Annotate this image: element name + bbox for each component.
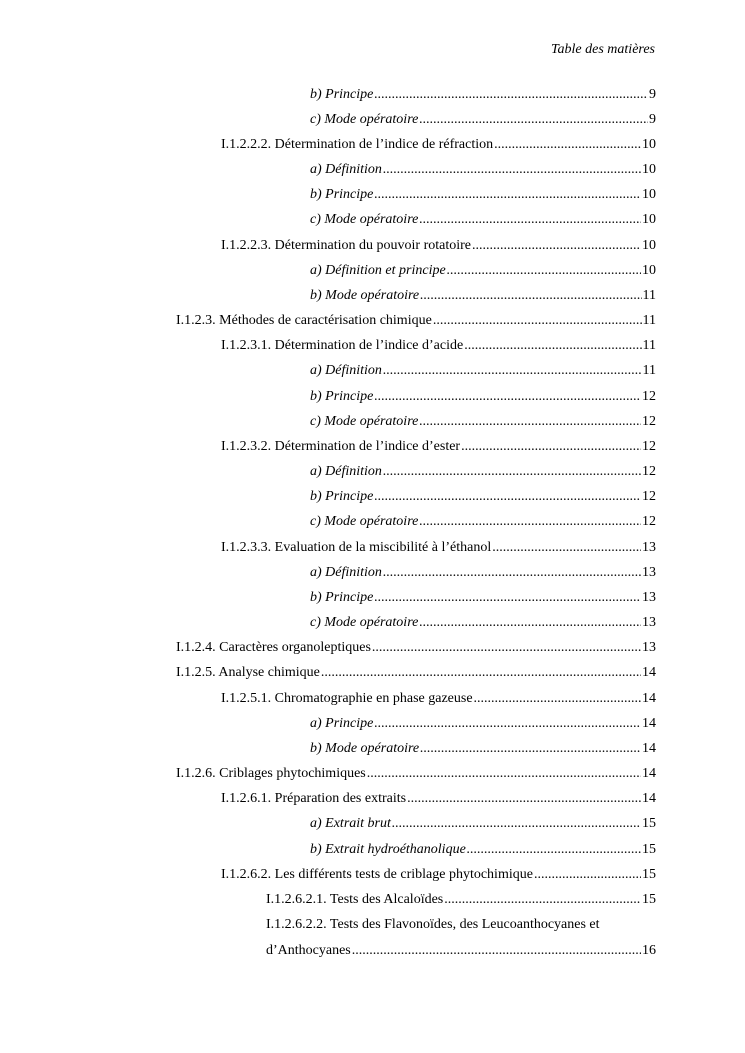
dot-leader — [374, 387, 641, 407]
toc-entry-page: 11 — [642, 363, 656, 378]
toc-entry[interactable] — [221, 865, 656, 885]
dot-leader — [419, 110, 648, 130]
toc-entry[interactable] — [176, 764, 656, 784]
toc-entry-page: 13 — [642, 640, 656, 655]
toc-entry[interactable] — [310, 714, 656, 734]
toc-entry-label: a) Définition — [310, 464, 382, 479]
toc-entry-page: 10 — [642, 263, 656, 278]
toc-entry-label: b) Principe — [310, 590, 374, 605]
running-header: Table des matières — [551, 42, 655, 57]
toc-entry[interactable] — [310, 512, 656, 532]
toc-entry-label[interactable]: I.1.2.6.2.2. Tests des Flavonoïdes, des Leucoanthocyanes et — [266, 917, 600, 932]
toc-entry-page: 11 — [642, 313, 656, 328]
toc-entry-label: a) Définition — [310, 565, 382, 580]
toc-entry[interactable] — [221, 135, 656, 155]
dot-leader — [433, 311, 642, 331]
toc-entry[interactable] — [266, 890, 656, 910]
toc-entry-label: c) Mode opératoire — [310, 615, 419, 630]
toc-entry[interactable] — [310, 613, 656, 633]
toc-entry[interactable] — [310, 210, 656, 230]
toc-entry-label: I.1.2.2.3. Détermination du pouvoir rotatoire — [221, 238, 471, 253]
toc-entry[interactable] — [176, 638, 656, 658]
dot-leader — [494, 135, 641, 155]
toc-entry[interactable] — [310, 739, 656, 759]
toc-entry-page: 12 — [642, 464, 656, 479]
dot-leader — [383, 361, 642, 381]
toc-entry-page: 13 — [642, 590, 656, 605]
dot-leader — [374, 85, 648, 105]
toc-entry-page: 10 — [642, 162, 656, 177]
toc-entry-page: 12 — [642, 489, 656, 504]
toc-entry-page: 14 — [642, 716, 656, 731]
toc-entry-label: I.1.2.6.2.1. Tests des Alcaloïdes — [266, 892, 444, 907]
toc-entry-label: I.1.2.2.2. Détermination de l’indice de réfraction — [221, 137, 494, 152]
toc-entry-page: 15 — [642, 842, 656, 857]
toc-entry[interactable] — [310, 286, 656, 306]
dot-leader — [374, 714, 641, 734]
dot-leader — [383, 160, 641, 180]
toc-entry-page: 16 — [642, 943, 656, 958]
toc-entry-page: 14 — [642, 665, 656, 680]
toc-entry-page: 10 — [642, 187, 656, 202]
toc-entry-label: c) Mode opératoire — [310, 414, 419, 429]
dot-leader — [374, 487, 641, 507]
toc-entry-label: c) Mode opératoire — [310, 112, 419, 127]
toc-entry-page: 10 — [642, 212, 656, 227]
toc-entry-label: I.1.2.6.2. Les différents tests de criblage phytochimique — [221, 867, 533, 882]
toc-entry-label: b) Principe — [310, 87, 374, 102]
toc-entry-page: 10 — [642, 238, 656, 253]
dot-leader — [534, 865, 641, 885]
toc-entry-label: I.1.2.5. Analyse chimique — [176, 665, 320, 680]
toc-entry[interactable] — [310, 840, 656, 860]
toc-entry-page: 12 — [642, 414, 656, 429]
toc-entry[interactable] — [221, 538, 656, 558]
toc-entry-page: 15 — [642, 816, 656, 831]
dot-leader — [464, 336, 641, 356]
toc-entry-label: I.1.2.4. Caractères organoleptiques — [176, 640, 371, 655]
toc-entry-label: I.1.2.3.3. Evaluation de la miscibilité à l’éthanol — [221, 540, 492, 555]
toc-entry[interactable] — [221, 689, 656, 709]
dot-leader — [367, 764, 641, 784]
toc-entry-label: a) Principe — [310, 716, 374, 731]
dot-leader — [420, 286, 641, 306]
dot-leader — [372, 638, 641, 658]
toc-entry-page: 9 — [649, 87, 656, 102]
dot-leader — [444, 890, 641, 910]
toc-entry[interactable] — [221, 789, 656, 809]
toc-entry-label: b) Principe — [310, 489, 374, 504]
dot-leader — [492, 538, 641, 558]
toc-entry-page: 13 — [642, 615, 656, 630]
toc-entry-label: I.1.2.6.1. Préparation des extraits — [221, 791, 407, 806]
dot-leader — [352, 941, 641, 961]
toc-entry-page: 11 — [642, 288, 656, 303]
toc-entry-label: d’Anthocyanes — [266, 943, 351, 958]
toc-entry[interactable] — [310, 412, 656, 432]
dot-leader — [419, 412, 641, 432]
dot-leader — [420, 739, 641, 759]
toc-entry[interactable] — [266, 941, 656, 961]
toc-entry[interactable] — [176, 311, 656, 331]
dot-leader — [467, 840, 641, 860]
toc-entry-label: I.1.2.3.2. Détermination de l’indice d’ester — [221, 439, 461, 454]
toc-entry-page: 13 — [642, 540, 656, 555]
toc-entry[interactable] — [310, 185, 656, 205]
toc-entry-page: 14 — [642, 791, 656, 806]
toc-entry-page: 12 — [642, 439, 656, 454]
toc-entry-label: I.1.2.6. Criblages phytochimiques — [176, 766, 366, 781]
dot-leader — [419, 613, 641, 633]
toc-entry-page: 15 — [642, 867, 656, 882]
toc-entry[interactable] — [310, 110, 656, 130]
toc-entry-page: 10 — [642, 137, 656, 152]
toc-entry[interactable] — [310, 462, 656, 482]
toc-entry-label: a) Définition — [310, 162, 382, 177]
toc-entry[interactable] — [310, 85, 656, 105]
toc-entry[interactable] — [310, 588, 656, 608]
toc-entry-page: 15 — [642, 892, 656, 907]
toc-entry-label: b) Mode opératoire — [310, 288, 420, 303]
dot-leader — [447, 261, 641, 281]
toc-entry[interactable] — [310, 160, 656, 180]
toc-entry-page: 14 — [642, 741, 656, 756]
toc-entry-label: I.1.2.3. Méthodes de caractérisation chimique — [176, 313, 432, 328]
toc-entry-label: a) Définition et principe — [310, 263, 446, 278]
toc-entry[interactable] — [310, 814, 656, 834]
dot-leader — [472, 236, 641, 256]
toc-entry-page: 14 — [642, 691, 656, 706]
toc-entry[interactable] — [221, 236, 656, 256]
toc-entry[interactable] — [310, 261, 656, 281]
dot-leader — [383, 462, 641, 482]
dot-leader — [407, 789, 641, 809]
toc-entry-label: a) Extrait brut — [310, 816, 391, 831]
dot-leader — [474, 689, 641, 709]
toc-entry-page: 12 — [642, 514, 656, 529]
toc-entry[interactable] — [310, 361, 656, 381]
toc-entry-label: b) Principe — [310, 187, 374, 202]
toc-entry-label: b) Principe — [310, 389, 374, 404]
toc-entry[interactable] — [221, 336, 656, 356]
toc-entry-label: a) Définition — [310, 363, 382, 378]
toc-entry-page: 12 — [642, 389, 656, 404]
toc-entry[interactable] — [310, 387, 656, 407]
toc-entry-label: b) Mode opératoire — [310, 741, 420, 756]
dot-leader — [321, 663, 641, 683]
toc-entry[interactable] — [310, 487, 656, 507]
toc-entry-page: 13 — [642, 565, 656, 580]
toc-entry[interactable] — [176, 663, 656, 683]
toc-entry-label: c) Mode opératoire — [310, 514, 419, 529]
toc-entry-label: I.1.2.5.1. Chromatographie en phase gazeuse — [221, 691, 473, 706]
dot-leader — [419, 210, 641, 230]
toc-entry-page: 11 — [642, 338, 656, 353]
toc-entry[interactable] — [221, 437, 656, 457]
toc-entry-label: I.1.2.3.1. Détermination de l’indice d’acide — [221, 338, 464, 353]
toc-entry-label: b) Extrait hydroéthanolique — [310, 842, 466, 857]
dot-leader — [461, 437, 641, 457]
dot-leader — [374, 185, 641, 205]
toc-entry-label: c) Mode opératoire — [310, 212, 419, 227]
dot-leader — [374, 588, 641, 608]
toc-entry-page: 14 — [642, 766, 656, 781]
dot-leader — [392, 814, 641, 834]
toc-entry[interactable] — [310, 563, 656, 583]
dot-leader — [419, 512, 641, 532]
toc-entry-page: 9 — [649, 112, 656, 127]
dot-leader — [383, 563, 641, 583]
